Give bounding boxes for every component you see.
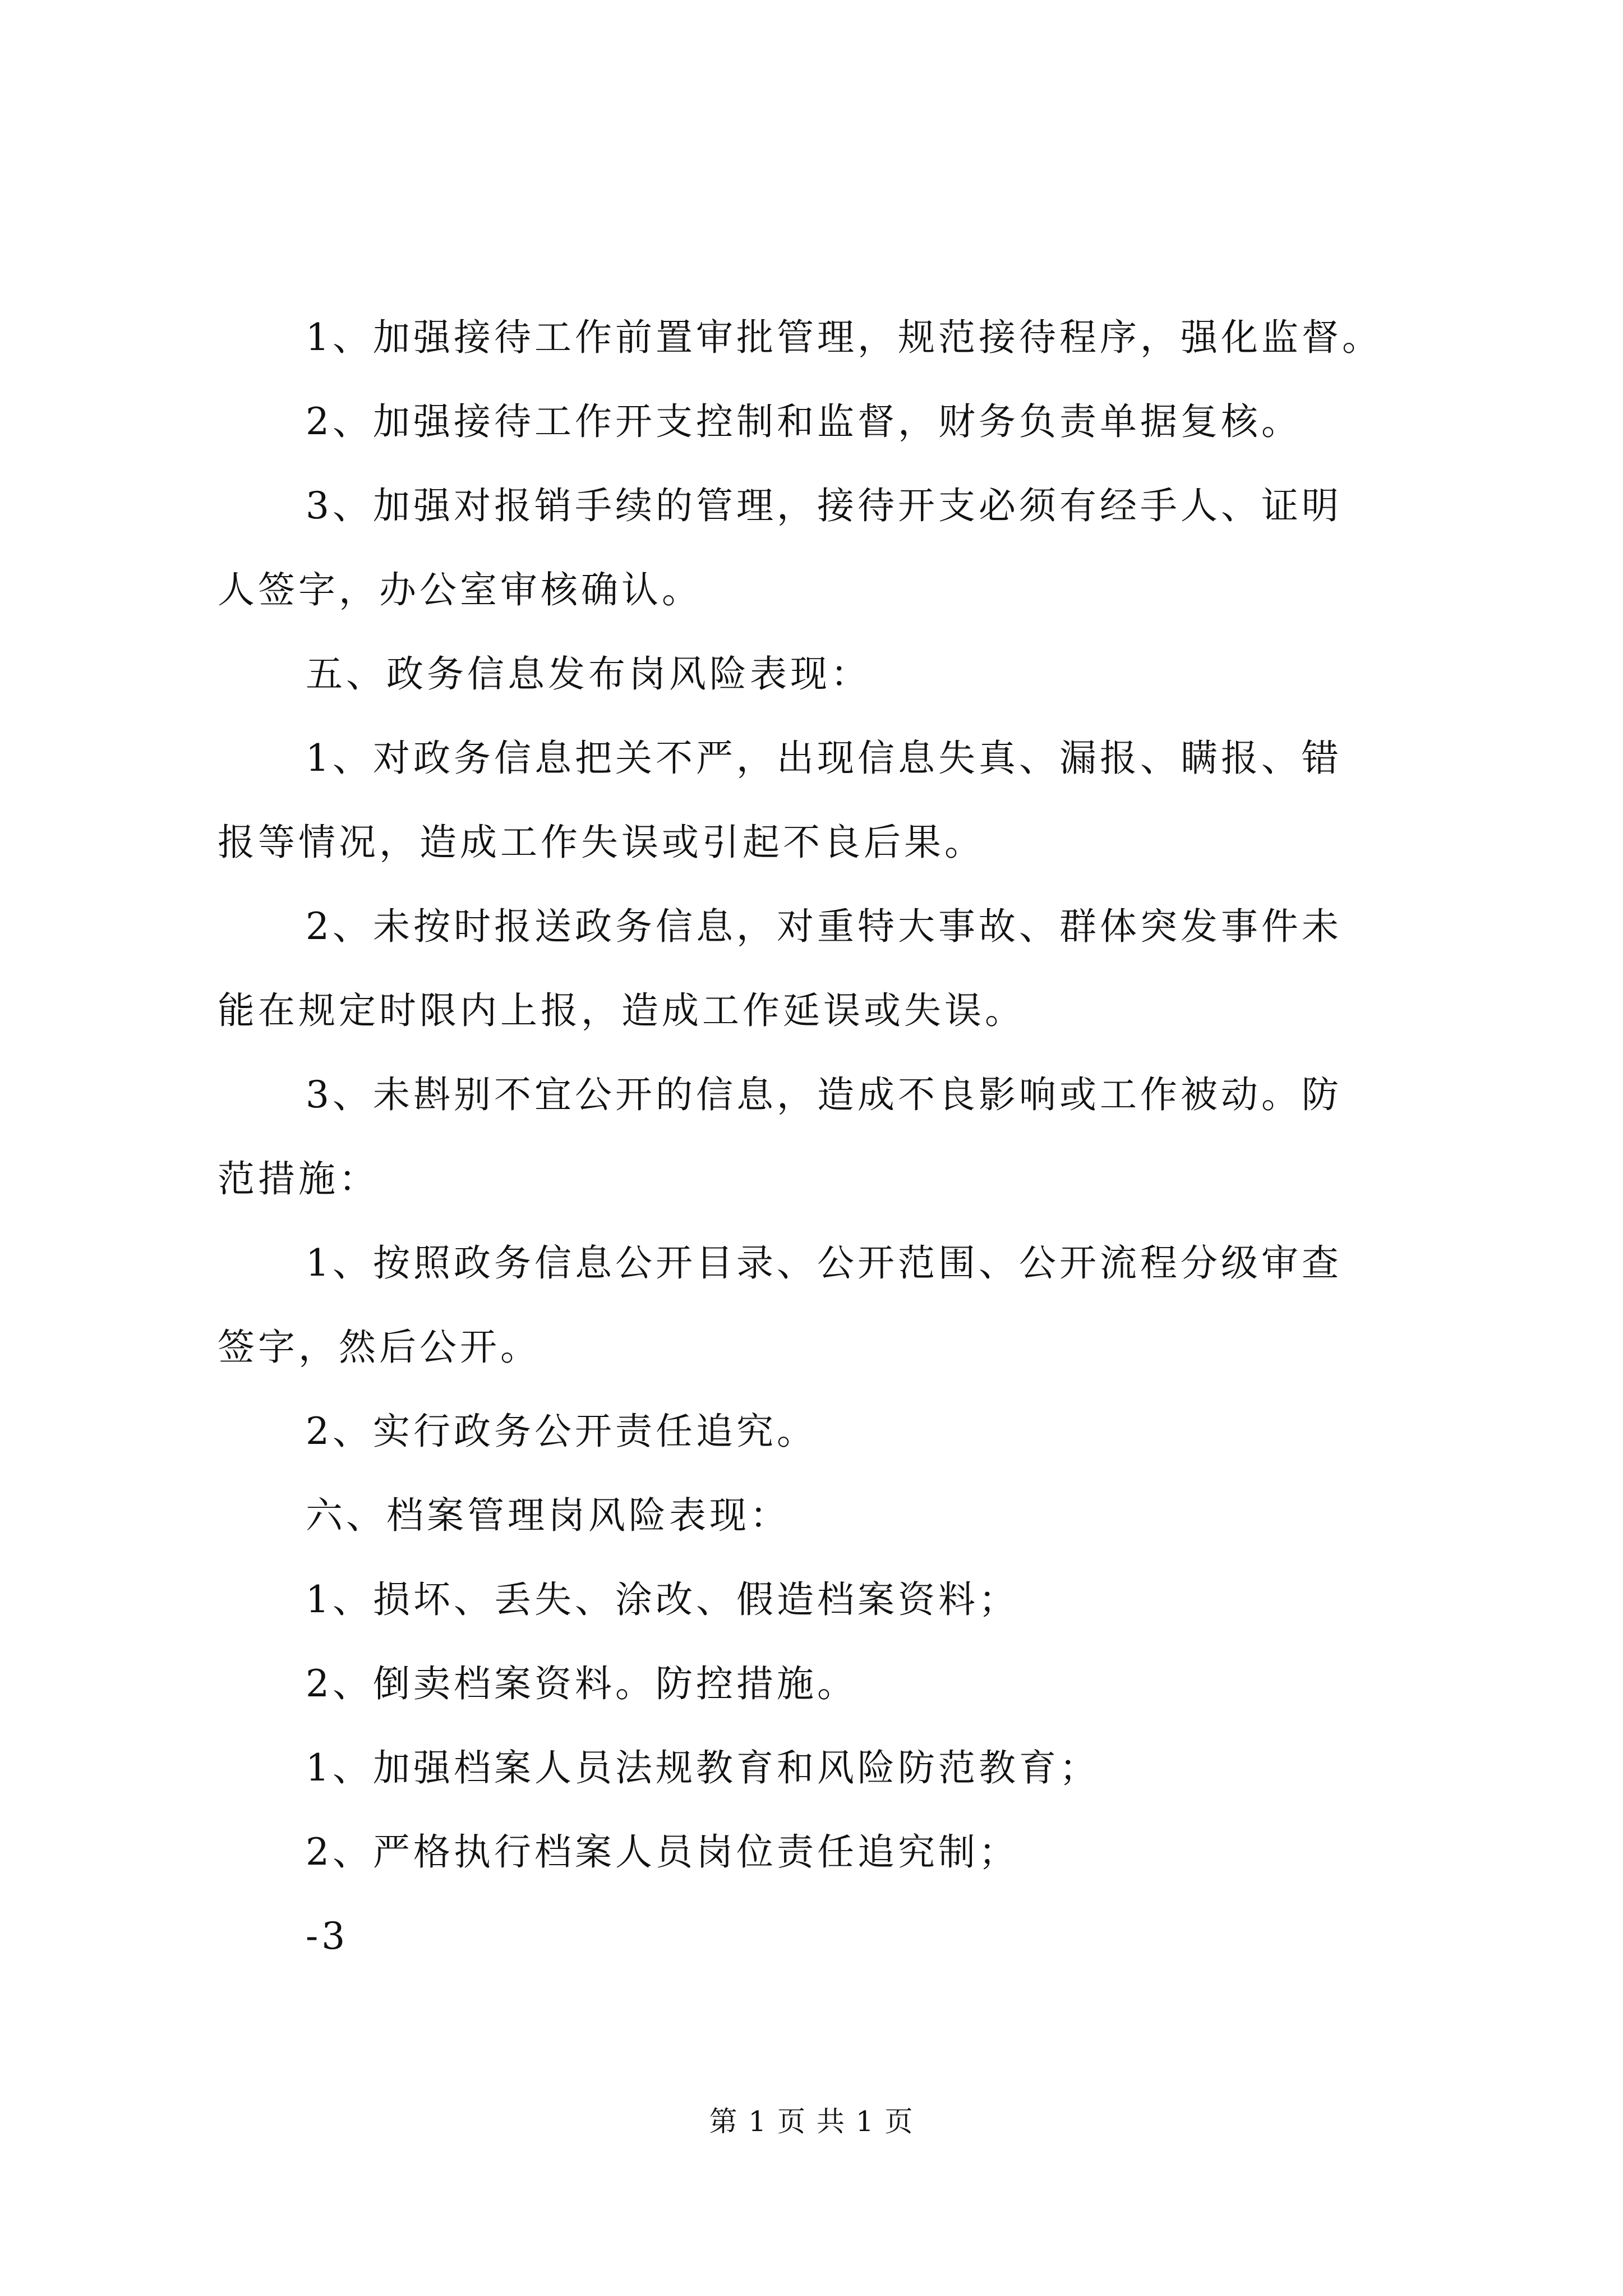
- section-heading: 六、档案管理岗风险表现：: [306, 1494, 790, 1537]
- text-line: 2、严格执行档案人员岗位责任追究制；: [306, 1830, 1019, 1874]
- text-line: 3、未斟别不宜公开的信息，造成不良影响或工作被动。防: [306, 1073, 1342, 1116]
- page-number-marker: -3: [306, 1915, 349, 1958]
- text-line: 1、损坏、丢失、涂改、假造档案资料；: [306, 1578, 1019, 1621]
- text-line: 1、加强接待工作前置审批管理，规范接待程序，强化监督。: [306, 316, 1382, 359]
- text-line: 2、未按时报送政务信息，对重特大事故、群体突发事件未: [306, 905, 1342, 948]
- text-line: 能在规定时限内上报，造成工作延误或失误。: [218, 989, 1025, 1032]
- page-footer: 第 1 页 共 1 页: [709, 2105, 914, 2138]
- text-line: 报等情况，造成工作失误或引起不良后果。: [218, 821, 985, 864]
- text-line: 范措施：: [218, 1157, 379, 1200]
- text-line: 2、实行政务公开责任追究。: [306, 1410, 817, 1453]
- text-line: 2、倒卖档案资料。防控措施。: [306, 1662, 857, 1705]
- text-line: 1、对政务信息把关不严，出现信息失真、漏报、瞒报、错: [306, 737, 1342, 780]
- text-line: 人签字，办公室审核确认。: [218, 568, 702, 611]
- text-line: 3、加强对报销手续的管理，接待开支必须有经手人、证明: [306, 484, 1342, 527]
- text-line: 1、加强档案人员法规教育和风险防范教育；: [306, 1746, 1100, 1789]
- text-line: 2、加强接待工作开支控制和监督，财务负责单据复核。: [306, 400, 1302, 443]
- text-line: 签字，然后公开。: [218, 1326, 541, 1369]
- section-heading: 五、政务信息发布岗风险表现：: [306, 652, 871, 696]
- text-line: 1、按照政务信息公开目录、公开范围、公开流程分级审查: [306, 1241, 1342, 1285]
